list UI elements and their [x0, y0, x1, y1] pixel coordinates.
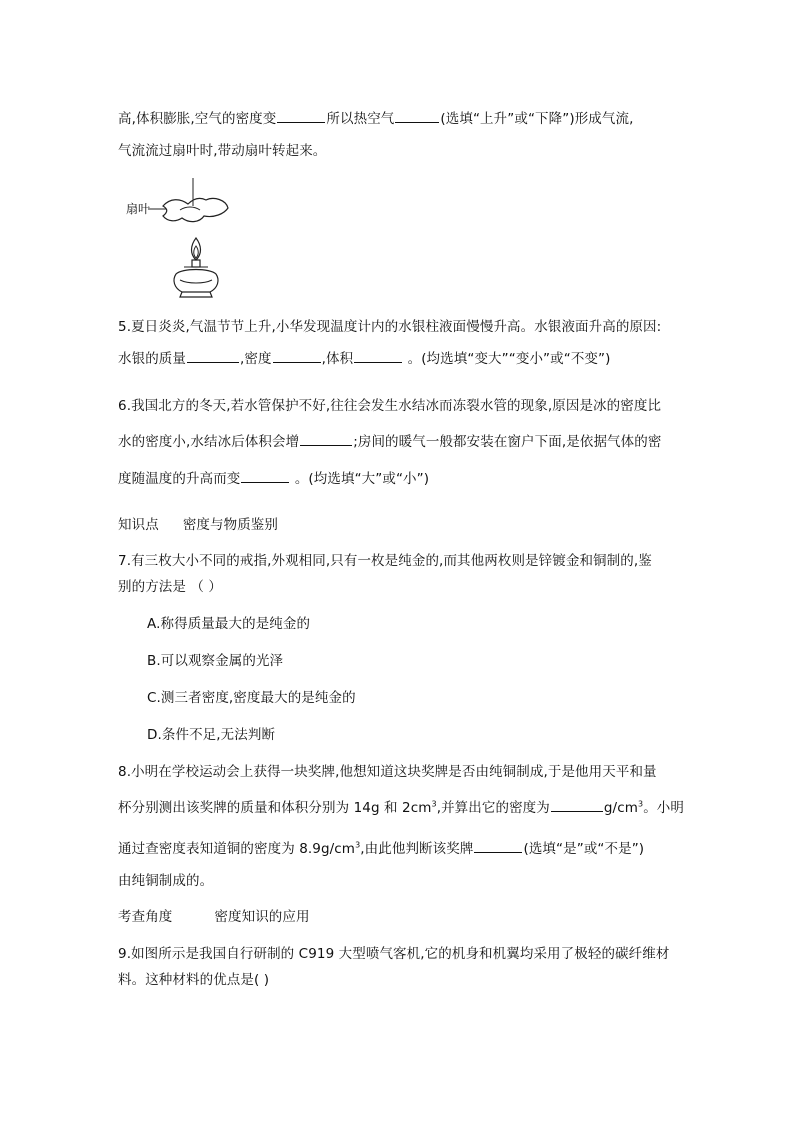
superscript: 3 — [637, 799, 644, 809]
q4-text: 高,体积膨胀,空气的密度变 — [118, 111, 277, 127]
q4-text: 所以热空气 — [326, 111, 395, 127]
q4-line2: 气流流过扇叶时,带动扇叶转起来。 — [118, 143, 327, 159]
q8-text: ,并算出它的密度为 — [436, 800, 550, 816]
answer-blank — [551, 799, 603, 812]
q6-text: ;房间的暖气一般都安装在窗户下面,是依据气体的密 — [353, 434, 662, 450]
q4-line1 — [118, 110, 634, 128]
answer-blank — [395, 110, 439, 123]
q4-text: (选填“上升”或“下降”)形成气流, — [440, 111, 634, 127]
q8-line2 — [118, 799, 684, 817]
q9-line1: 9.如图所示是我国自行研制的 C919 大型喷气客机,它的机身和机翼均采用了极轻的碳纤维材 — [118, 946, 670, 962]
fan-lamp-figure — [118, 176, 238, 300]
q9-line2: 料。这种材料的优点是( ) — [118, 972, 270, 988]
fan-lamp-illustration — [118, 176, 238, 300]
q8-text: ,由此他判断该奖牌 — [360, 841, 474, 857]
superscript: 3 — [355, 840, 361, 850]
q6-text: 度随温度的升高而变 — [118, 471, 241, 487]
answer-blank — [277, 110, 325, 123]
q5-line2 — [118, 350, 611, 368]
answer-blank — [300, 433, 352, 446]
section-title: 密度与物质鉴别 — [182, 517, 279, 533]
q6-line3 — [118, 470, 429, 488]
q8-text: 通过查密度表知道铜的密度为 8.9g/cm — [118, 841, 356, 857]
section-label: 考查角度 — [118, 909, 173, 925]
section-label: 知识点 — [118, 517, 159, 533]
q6-line2 — [118, 433, 661, 451]
section-exam-angle — [118, 908, 310, 926]
answer-blank — [474, 840, 522, 853]
q5-text: ,密度 — [240, 351, 272, 367]
q8-text: g/cm — [603, 800, 638, 816]
q6-text: 。(均选填“大”或“小”) — [294, 471, 430, 487]
q8-text: 。小明 — [643, 800, 684, 816]
section-title: 密度知识的应用 — [214, 909, 310, 925]
q7-line2: 别的方法是 （ ） — [118, 579, 222, 595]
q7-option-c: C.测三者密度,密度最大的是纯金的 — [147, 690, 356, 706]
q8-text: (选填“是”或“不是”) — [523, 841, 645, 857]
figure-label-fan-blade: 扇叶 — [126, 202, 151, 216]
answer-blank — [273, 350, 321, 363]
q5-text: 水银的质量 — [118, 351, 186, 367]
q7-option-a: A.称得质量最大的是纯金的 — [147, 616, 311, 632]
q8-line3 — [118, 840, 644, 858]
section-knowledge-point — [118, 516, 278, 534]
q7-option-d: D.条件不足,无法判断 — [147, 727, 276, 743]
q8-line1: 8.小明在学校运动会上获得一块奖牌,他想知道这块奖牌是否由纯铜制成,于是他用天平和量 — [118, 764, 657, 780]
q8-line4: 由纯铜制成的。 — [118, 873, 214, 889]
q5-line1: 5.夏日炎炎,气温节节上升,小华发现温度计内的水银柱液面慢慢升高。水银液面升高的原因: — [118, 319, 662, 335]
q5-text: 。(均选填“变大”“变小”或“不变”) — [407, 351, 611, 367]
q7-line1: 7.有三枚大小不同的戒指,外观相同,只有一枚是纯金的,而其他两枚则是锌镀金和铜制的,鉴 — [118, 553, 652, 569]
q5-text: ,体积 — [321, 351, 354, 367]
q6-line1: 6.我国北方的冬天,若水管保护不好,往往会发生水结冰而冻裂水管的现象,原因是冰的密度比 — [118, 398, 662, 414]
answer-blank — [187, 350, 239, 363]
answer-blank — [354, 350, 402, 363]
answer-blank — [241, 470, 289, 483]
superscript: 3 — [431, 799, 437, 809]
q6-text: 水的密度小,水结冰后体积会增 — [118, 434, 300, 450]
q7-option-b: B.可以观察金属的光泽 — [147, 653, 284, 669]
q8-text: 杯分别测出该奖牌的质量和体积分别为 14g 和 2cm — [118, 800, 432, 816]
